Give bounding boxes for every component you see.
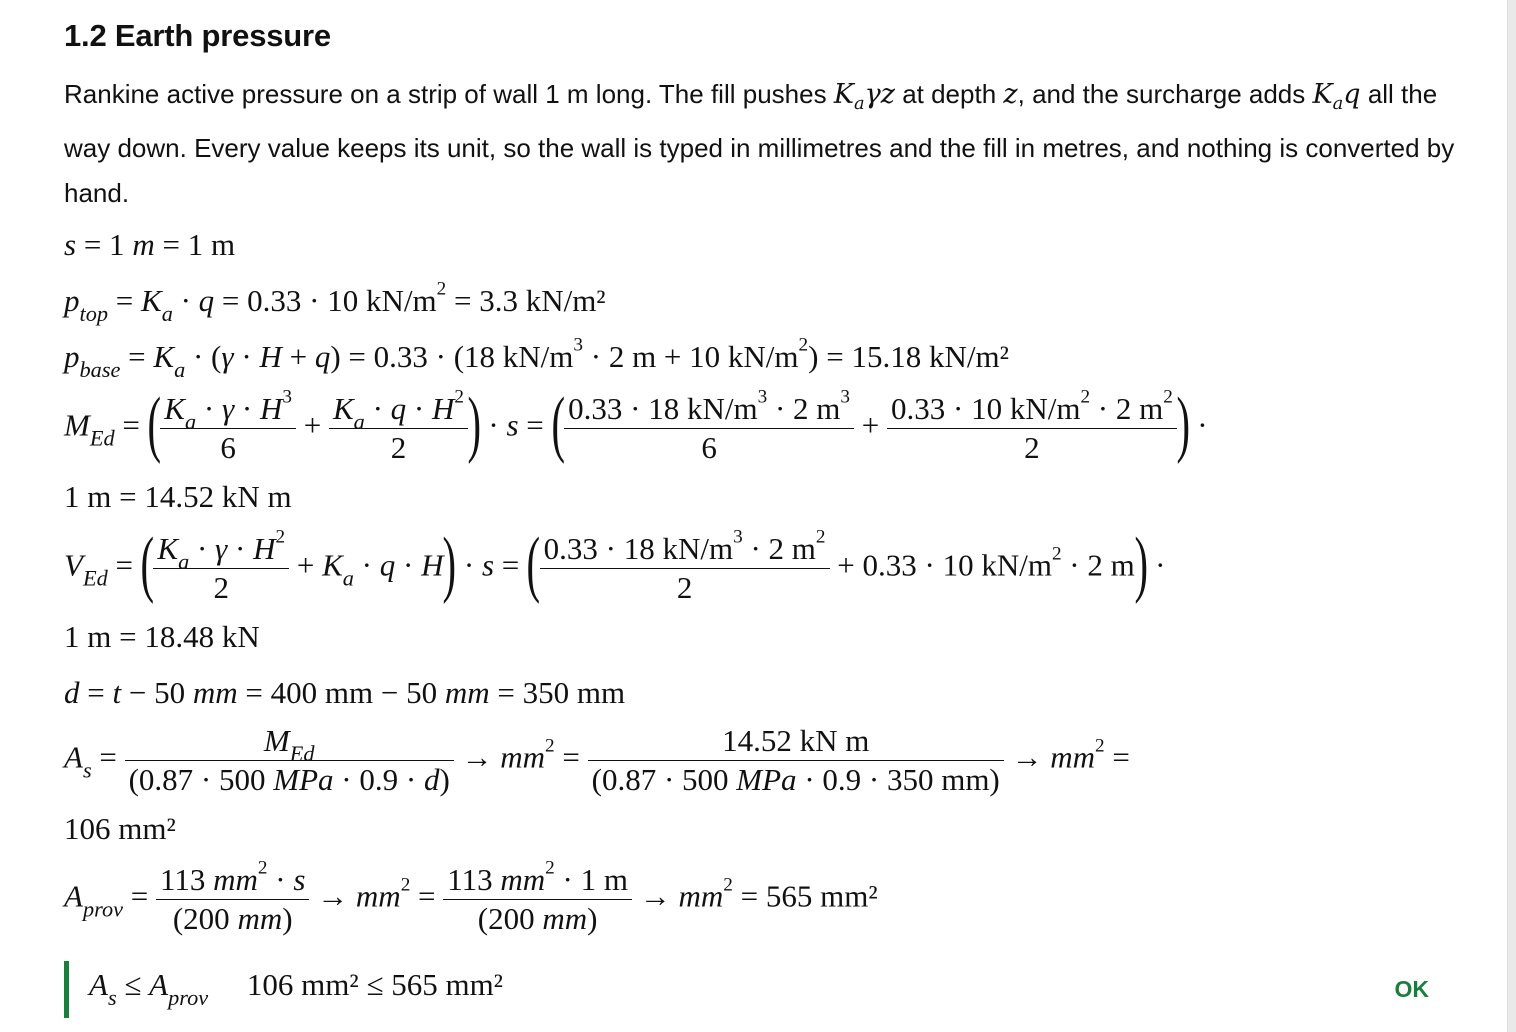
section-title: 1.2 Earth pressure [64, 18, 331, 53]
equation-m-ed: $M_{Ed}$ = ( $\frac{K_a \cdot \gamma \cdot H^3}{6}$ + $\frac{K_a \cdot q \cdot H^2}{2}$ ) · s = ( $\frac{0.33 \cdot 18 kN/m^3 \cdot 2 m^3}{6}$ + $\frac{0.33 \cdot 10 kN/m^2 \cdot 2 m^2}{2}$ ) · [64, 382, 1208, 465]
equation-s: s = 1 m = 1 m [64, 227, 236, 262]
equation-v-ed: $V_{Ed}$ = ( $\frac{K_a \cdot \gamma \cdot H^2}{2}$ + $K_a \cdot q \cdot H) \cdot s$ = ( $\frac{0.33 \cdot 18 kN/m^3 \cdot 2 m^2}{2}$ + 0.33 · 10 $kN/m^2 \cdot 2$ m) · [64, 522, 1166, 605]
equation-a-prov: $A_{prov}$ = $\frac{113 mm^2 \cdot s}{(200 mm)}$ → $mm^2$ = $\frac{113 mm^2 \cdot 1 m}{(200 mm)}$ → $mm^2 = 565$ mm² [64, 857, 878, 936]
intro-text: Rankine active pressure on a strip of wall 1 m long. The fill pushes [64, 79, 834, 109]
intro-math-kagz: $K_a\gamma z$ [833, 79, 895, 115]
equation-d: d = t − 50 mm = 400 mm − 50 mm = 350 mm [64, 675, 626, 710]
check-expression: $A_s \le A_{prov}$ 106 mm² ≤ 565 mm² [89, 967, 503, 1011]
intro-math-z: z [1003, 79, 1018, 110]
equation-v-ed-cont: 1 m = 18.48 kN [64, 619, 260, 654]
equation-p-base: $p_{base} = K_a \cdot (\gamma \cdot H + q) = 0.33 \cdot (18$ $kN/m^3 \cdot 2$ m + 10 $kN/m^2) = 15.18$ kN/m² [64, 334, 1009, 383]
intro-math-kaq: $K_aq$ [1312, 79, 1361, 115]
equation-a-s: $A_s$ = $\frac{M_{Ed}}{\text{(0.87 · 500 MPa · 0.9 · d)}}$ → $mm^2$ = $\frac{\text{14.52 kN m}}{\text{(0.87 · 500 MPa · 0.9 · 350 mm)}}$ → $mm^2$ = [64, 723, 1130, 797]
intro-paragraph: Rankine active pressure on a strip of wall 1 m long. The fill pushes $K_a\gamma z$ at depth z, and the surcharge adds $K_aq$ all the way down. Every value keeps its unit, so the wall is typed in millimetres and the fill in metres, and nothing is converted by hand. [64, 79, 1455, 209]
check-row [64, 961, 1429, 1018]
equation-a-s-cont: 106 mm² [64, 811, 176, 846]
equation-p-top: $p_{top} = K_a \cdot q = 0.33 \cdot 10$ $kN/m^2 = 3.3$ kN/m² [64, 278, 606, 327]
equation-m-ed-cont: 1 m = 14.52 kN m [64, 479, 292, 514]
check-status-badge: OK [1394, 976, 1429, 1002]
scrollbar[interactable] [1507, 0, 1516, 1032]
